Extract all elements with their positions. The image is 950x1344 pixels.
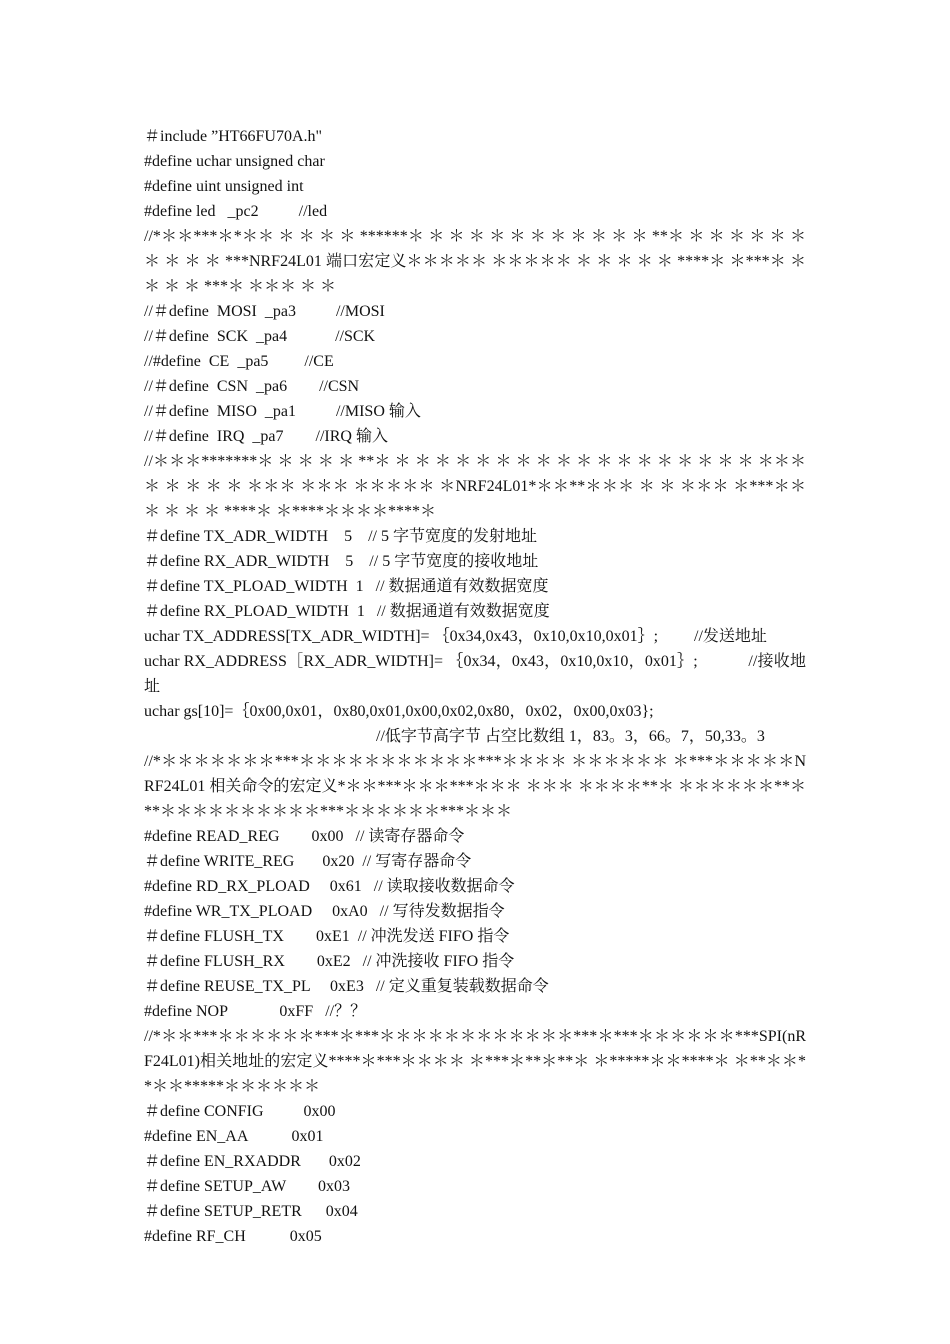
define-en-aa-line: #define EN_AA 0x01	[144, 1128, 324, 1145]
define-nop-line: #define NOP 0xFF //？？	[144, 1003, 367, 1020]
define-flush-tx-line: ＃define FLUSH_TX 0xE1 // 冲洗发送 FIFO 指令	[144, 928, 510, 945]
define-ce-line: //#define CE _pa5 //CE	[144, 353, 334, 370]
define-rx-adr-width-line: ＃define RX_ADR_WIDTH 5 // 5 字节宽度的接收地址	[144, 553, 539, 570]
define-setup-retr-line: ＃define SETUP_RETR 0x04	[144, 1203, 358, 1220]
nrf24l01-section-comment: //＊＊＊*******＊ ＊ ＊ ＊ ＊ **＊ ＊ ＊ ＊ ＊ ＊ ＊ ＊ ＊ ＊ ＊ ＊ ＊ ＊ ＊ ＊ ＊ ＊ ＊ ＊＊＊ ＊ ＊ ＊ ＊ ＊ ＊＊＊ ＊＊＊ ＊＊＊＊＊ ＊NRF24L01*＊＊**＊＊＊ ＊ ＊ ＊＊＊ ＊***＊＊ ＊ ＊ ＊ ＊ ****＊ ＊****＊＊＊＊****＊	[144, 453, 810, 520]
define-mosi-line: //＃define MOSI _pa3 //MOSI	[144, 303, 385, 320]
define-read-reg-line: #define READ_REG 0x00 // 读寄存器命令	[144, 828, 465, 845]
define-irq-line: //＃define IRQ _pa7 //IRQ 输入	[144, 428, 388, 445]
define-en-rxaddr-line: ＃define EN_RXADDR 0x02	[144, 1153, 361, 1170]
define-rf-ch-line: #define RF_CH 0x05	[144, 1228, 322, 1245]
define-csn-line: //＃define CSN _pa6 //CSN	[144, 378, 360, 395]
define-rx-pload-width-line: ＃define RX_PLOAD_WIDTH 1 // 数据通道有效数据宽度	[144, 603, 550, 620]
spi-address-macro-comment: //*＊＊***＊＊＊＊＊＊***＊***＊＊＊＊＊＊＊＊＊＊＊＊***＊***＊＊＊＊＊＊***SPI(nRF24L01)相关地址的宏定义****＊***＊＊＊＊ ＊***＊**＊**＊ ＊*****＊＊****＊ ＊**＊＊**＊＊*****＊＊＊＊＊＊	[144, 1028, 806, 1095]
define-sck-line: //＃define SCK _pa4 //SCK	[144, 328, 376, 345]
define-uint-line: #define uint unsigned int	[144, 178, 304, 195]
define-tx-pload-width-line: ＃define TX_PLOAD_WIDTH 1 // 数据通道有效数据宽度	[144, 578, 549, 595]
define-miso-line: //＃define MISO _pa1 //MISO 输入	[144, 403, 421, 420]
rx-address-line: uchar RX_ADDRESS［RX_ADR_WIDTH]= ｛0x34，0x43，0x10,0x10，0x01｝; //接收地址	[144, 653, 806, 695]
define-flush-rx-line: ＃define FLUSH_RX 0xE2 // 冲洗接收 FIFO 指令	[144, 953, 515, 970]
define-setup-aw-line: ＃define SETUP_AW 0x03	[144, 1178, 350, 1195]
define-wr-tx-pload-line: #define WR_TX_PLOAD 0xA0 // 写待发数据指令	[144, 903, 505, 920]
define-led-line: #define led _pc2 //led	[144, 203, 328, 220]
code-listing	[144, 124, 810, 1249]
define-config-line: ＃define CONFIG 0x00	[144, 1103, 336, 1120]
gs-array-line: uchar gs[10]=｛0x00,0x01，0x80,0x01,0x00,0x02,0x80，0x02，0x00,0x03};	[144, 703, 654, 720]
tx-address-line: uchar TX_ADDRESS[TX_ADR_WIDTH]= ｛0x34,0x43，0x10,0x10,0x01｝; //发送地址	[144, 628, 767, 645]
define-tx-adr-width-line: ＃define TX_ADR_WIDTH 5 // 5 字节宽度的发射地址	[144, 528, 538, 545]
define-reuse-tx-pl-line: ＃define REUSE_TX_PL 0xE3 // 定义重复装载数据命令	[144, 978, 549, 995]
define-rd-rx-pload-line: #define RD_RX_PLOAD 0x61 // 读取接收数据命令	[144, 878, 515, 895]
command-macro-comment: //*＊＊＊＊＊＊＊***＊＊＊＊＊＊＊＊＊＊＊***＊＊＊＊ ＊＊＊＊＊＊ ＊***＊＊＊＊＊NRF24L01 相关命令的宏定义*＊＊***＊＊＊***＊＊＊ ＊＊＊ ＊＊＊＊**＊ ＊＊＊＊＊＊**＊**＊＊＊＊＊＊＊＊＊＊***＊＊＊＊＊＊***＊＊＊	[144, 753, 806, 820]
define-write-reg-line: ＃define WRITE_REG 0x20 // 写寄存器命令	[144, 853, 472, 870]
include-line: ＃include ”HT66FU70A.h"	[144, 128, 323, 145]
duty-cycle-comment: //低字节高字节 占空比数组 1，83。3，66。7，50,33。3	[376, 728, 765, 745]
port-macro-comment: //*＊＊***＊*＊＊ ＊ ＊ ＊ ＊ ******＊ ＊ ＊ ＊ ＊ ＊ ＊ ＊ ＊ ＊ ＊ ＊ **＊ ＊ ＊ ＊ ＊ ＊ ＊ ＊ ＊ ＊ ＊ ***NRF24L01 端口宏定义＊＊＊＊＊ ＊＊＊＊＊ ＊ ＊ ＊ ＊ ＊ ****＊ ＊***＊ ＊ ＊ ＊ ＊ ***＊ ＊＊＊ ＊ ＊	[144, 228, 810, 295]
define-uchar-line: #define uchar unsigned char	[144, 153, 325, 170]
